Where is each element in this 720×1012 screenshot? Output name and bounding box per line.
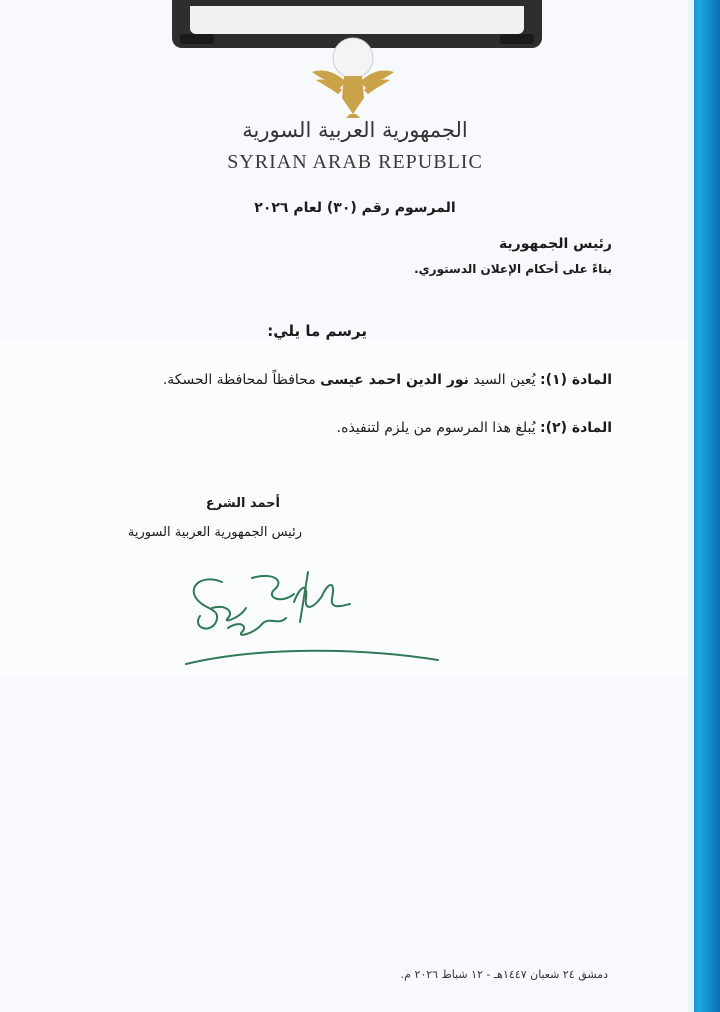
article-text: يُعين السيد bbox=[468, 372, 541, 388]
article-1 bbox=[163, 372, 612, 388]
appointee-name: نور الدين احمد عيسى bbox=[320, 372, 469, 388]
signatory-name: أحمد الشرع bbox=[205, 496, 280, 511]
decree-title: المرسوم رقم (٣٠) لعام ٢٠٢٦ bbox=[254, 200, 456, 216]
issuer-line: رئيس الجمهورية bbox=[498, 236, 612, 252]
article-label: المادة (٢): bbox=[540, 420, 612, 436]
date-line: دمشق ٢٤ شعبان ١٤٤٧هـ - ١٢ شباط ٢٠٢٦ م. bbox=[400, 968, 608, 981]
eagle-emblem-icon bbox=[306, 32, 400, 118]
article-2 bbox=[337, 420, 612, 436]
article-text: يُبلغ هذا المرسوم من يلزم لتنفيذه. bbox=[336, 420, 541, 436]
signatory-title: رئيس الجمهورية العربية السورية bbox=[127, 525, 302, 540]
basis-line: بناءً على أحكام الإعلان الدستوري. bbox=[414, 262, 612, 276]
state-name-english: SYRIAN ARAB REPUBLIC bbox=[227, 151, 483, 173]
paper-edge-stripe bbox=[688, 0, 694, 1012]
article-label: المادة (١): bbox=[540, 372, 612, 388]
decrees-label: يرسم ما يلي: bbox=[267, 322, 367, 340]
article-text-end: محافظاً لمحافظة الحسكة. bbox=[162, 372, 321, 388]
state-name-arabic: الجمهورية العربية السورية bbox=[242, 118, 468, 142]
handwritten-signature bbox=[182, 568, 442, 672]
